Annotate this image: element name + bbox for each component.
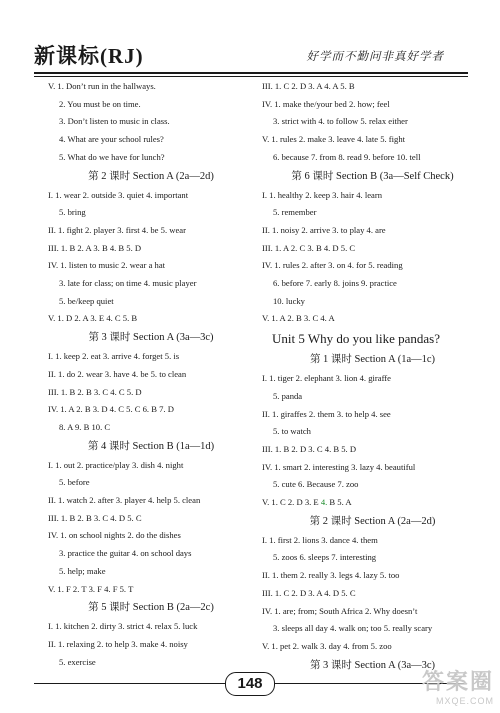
answer-line: I. 1. tiger 2. elephant 3. lion 4. giraffe <box>262 373 391 384</box>
answer-line: II. 1. giraffes 2. them 3. to help 4. see <box>262 408 391 419</box>
answer-line: III. 1. B 2. B 3. C 4. D 5. C <box>48 512 142 523</box>
answer-line: I. 1. wear 2. outside 3. quiet 4. important <box>48 189 189 200</box>
answer-line: II. 1. them 2. really 3. legs 4. lazy 5. too <box>262 570 400 581</box>
answer-line: IV. 1. rules 2. after 3. on 4. for 5. reading <box>262 260 403 271</box>
section-heading: 第 2 课时 Section A (2a—2d) <box>88 170 214 182</box>
section-heading: 第 2 课时 Section A (2a—2d) <box>309 515 436 527</box>
answer-line: 5. remember <box>273 207 317 218</box>
answer-line: III. 1. C 2. D 3. A 4. D 5. C <box>262 587 356 598</box>
answer-line: I. 1. kitchen 2. dirty 3. strict 4. relax 5. luck <box>48 621 198 632</box>
watermark-url: MXQE.COM <box>435 696 494 706</box>
answer-line: 3. strict with 4. to follow 5. relax either <box>273 116 408 127</box>
header-rule-thin <box>34 76 468 77</box>
answer-line: I. 1. healthy 2. keep 3. hair 4. learn <box>262 189 383 200</box>
section-heading: 第 3 课时 Section A (3a—3c) <box>309 659 436 671</box>
answer-line: V. 1. pet 2. walk 3. day 4. from 5. zoo <box>262 640 392 651</box>
answer-line: III. 1. B 2. A 3. B 4. B 5. D <box>48 242 142 253</box>
answer-line: IV. 1. on school nights 2. do the dishes <box>48 530 181 541</box>
answer-line: III. 1. B 2. D 3. C 4. B 5. D <box>262 443 357 454</box>
answer-line: V. 1. A 2. B 3. C 4. A <box>262 313 335 324</box>
left-answer-column <box>48 78 248 671</box>
answer-line: 5. zoos 6. sleeps 7. interesting <box>273 552 377 563</box>
answer-line: 5. What do we have for lunch? <box>59 151 165 162</box>
watermark-logo <box>398 669 494 709</box>
answer-line: III. 1. B 2. B 3. C 4. C 5. D <box>48 386 142 397</box>
answer-line: 4. What are your school rules? <box>59 134 164 145</box>
answer-line: 5. before <box>59 477 90 488</box>
answer-line: II. 1. relaxing 2. to help 3. make 4. noisy <box>48 638 188 649</box>
answer-line: I. 1. keep 2. eat 3. arrive 4. forget 5. is <box>48 351 180 362</box>
answer-line: 5. help; make <box>59 565 106 576</box>
answer-line: 6. before 7. early 8. joins 9. practice <box>273 278 397 289</box>
answer-line: IV. 1. smart 2. interesting 3. lazy 4. beautiful <box>262 461 416 472</box>
answer-line: 5. be/keep quiet <box>59 295 114 306</box>
answer-line: I. 1. first 2. lions 3. dance 4. them <box>262 534 378 545</box>
page-header <box>34 40 474 70</box>
answer-line: 5. exercise <box>59 656 96 667</box>
answer-line: V. 1. D 2. A 3. E 4. C 5. B <box>48 313 138 324</box>
answer-line: 6. because 7. from 8. read 9. before 10. tell <box>273 151 421 162</box>
answer-line: IV. 1. A 2. B 3. D 4. C 5. C 6. B 7. D <box>48 404 174 415</box>
answer-fragment: V. 1. C 2. D 3. E <box>262 497 321 508</box>
answer-line: V. 1. Don’t run in the hallways. <box>48 81 156 91</box>
highlighted-answer: 4. <box>320 497 328 508</box>
watermark-text: 答案圈 <box>421 669 494 694</box>
right-answer-column <box>262 78 477 676</box>
answer-line: 5. to watch <box>273 426 311 437</box>
header-rule <box>34 72 468 74</box>
answer-line: 3. late for class; on time 4. music player <box>59 278 197 289</box>
answer-line: 5. bring <box>59 207 86 218</box>
answer-line: IV. 1. listen to music 2. wear a hat <box>48 260 166 271</box>
answer-line: I. 1. out 2. practice/play 3. dish 4. night <box>48 459 184 470</box>
answer-line: 8. A 9. B 10. C <box>59 421 111 432</box>
answer-line: 5. panda <box>273 390 303 401</box>
unit-heading: Unit 5 Why do you like pandas? <box>272 331 441 347</box>
answer-line: 10. lucky <box>273 295 305 306</box>
page-number: 148 <box>225 672 275 696</box>
answer-line: II. 1. fight 2. player 3. first 4. be 5. wear <box>48 224 186 235</box>
answer-line <box>262 494 477 512</box>
answer-line: III. 1. C 2. D 3. A 4. A 5. B <box>262 81 355 91</box>
answer-line: III. 1. A 2. C 3. B 4. D 5. C <box>262 242 356 253</box>
answer-line: 3. practice the guitar 4. on school days <box>59 548 192 559</box>
answer-line: IV. 1. are; from; South Africa 2. Why doesn’t <box>262 605 418 616</box>
answer-line: 3. sleeps all day 4. walk on; too 5. really scary <box>273 623 433 634</box>
answer-line: II. 1. noisy 2. arrive 3. to play 4. are <box>262 224 386 235</box>
answer-line: V. 1. rules 2. make 3. leave 4. late 5. fight <box>262 134 406 145</box>
answer-line: 5. cute 6. Because 7. zoo <box>273 479 359 490</box>
section-heading: 第 6 课时 Section B (3a—Self Check) <box>291 170 454 182</box>
answer-line: II. 1. do 2. wear 3. have 4. be 5. to clean <box>48 368 187 379</box>
header-slogan: 好学而不勤问非真好学者 <box>306 51 444 63</box>
brand-title: 新课标(RJ) <box>34 44 144 68</box>
answer-line: IV. 1. make the/your bed 2. how; feel <box>262 98 390 109</box>
answer-line: II. 1. watch 2. after 3. player 4. help 5. clean <box>48 495 201 506</box>
answer-fragment: B 5. A <box>327 497 352 508</box>
answer-line: V. 1. F 2. T 3. F 4. F 5. T <box>48 583 134 594</box>
section-heading: 第 3 课时 Section A (3a—3c) <box>88 332 214 344</box>
section-heading: 第 1 课时 Section A (1a—1c) <box>309 354 436 366</box>
section-heading: 第 5 课时 Section B (2a—2c) <box>88 602 214 614</box>
answer-line: 3. Don’t listen to music in class. <box>59 116 170 127</box>
section-heading: 第 4 课时 Section B (1a—1d) <box>87 440 215 452</box>
answer-line: 2. You must be on time. <box>59 98 141 109</box>
